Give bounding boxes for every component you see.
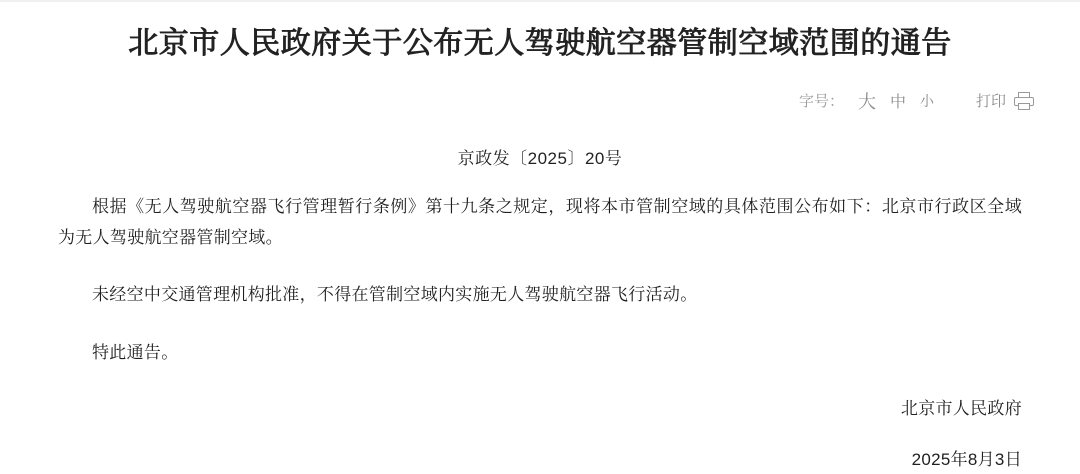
body-paragraph: 根据《无人驾驶航空器飞行管理暂行条例》第十九条之规定，现将本市管制空域的具体范围公布如下：北京市行政区全域为无人驾驶航空器管制空域。 xyxy=(58,196,1022,247)
top-divider xyxy=(0,0,1080,2)
font-size-small-button[interactable]: 小 xyxy=(919,92,934,109)
document-toolbar xyxy=(0,66,1080,114)
signature-organization: 北京市人民政府 xyxy=(900,399,1022,419)
body-paragraph: 特此通告。 xyxy=(92,342,179,362)
font-size-label: 字号： xyxy=(798,93,844,110)
font-size-large-button[interactable]: 大 xyxy=(857,91,876,112)
body-paragraph: 未经空中交通管理机构批准，不得在管制空域内实施无人驾驶航空器飞行活动。 xyxy=(92,285,698,305)
document-signature xyxy=(0,394,1080,470)
font-size-medium-button[interactable]: 中 xyxy=(889,94,906,111)
print-label[interactable]: 打印 xyxy=(975,93,1006,110)
printer-icon-output xyxy=(1018,103,1030,110)
printer-icon-top xyxy=(1018,92,1030,97)
document-number: 京政发〔2025〕20号 xyxy=(457,148,623,168)
signature-date: 2025年8月3日 xyxy=(911,450,1022,470)
page-title: 北京市人民政府关于公布无人驾驶航空器管制空域范围的通告 xyxy=(128,27,952,60)
document-body xyxy=(0,191,1080,369)
printer-icon[interactable] xyxy=(1014,92,1034,110)
